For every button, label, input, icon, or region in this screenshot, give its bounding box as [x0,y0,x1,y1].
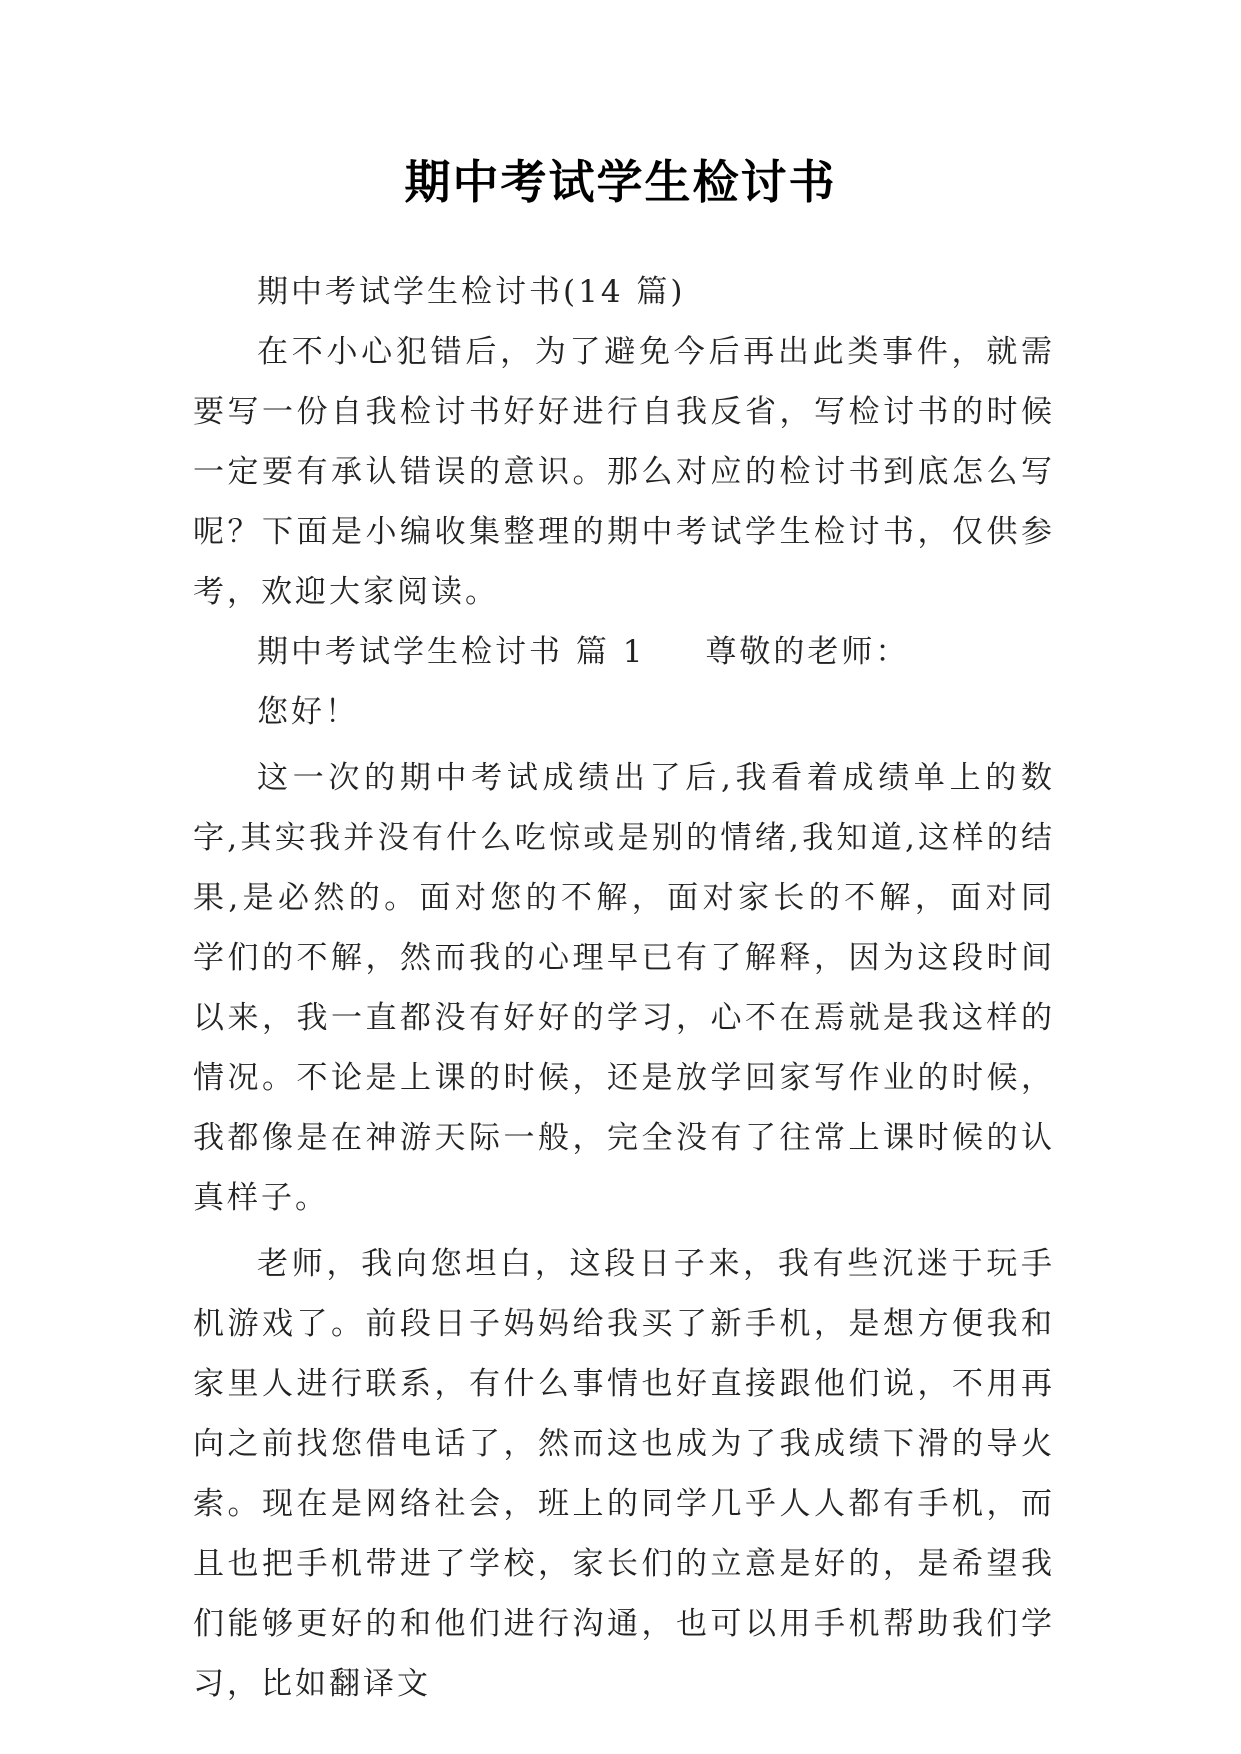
subtitle-paragraph: 期中考试学生检讨书(14 篇) [257,274,686,310]
body-paragraph-1: 这一次的期中考试成绩出了后,我看着成绩单上的数字,其实我并没有什么吃惊或是别的情绪,我知道,这样的结果,是必然的。面对您的不解，面对家长的不解，面对同学们的不解，然而我的心理早已有了解释，因为这段时间以来，我一直都没有好好的学习，心不在焉就是我这样的情况。不论是上课的时候，还是放学回家写作业的时候，我都像是在神游天际一般，完全没有了往常上课时候的认真样子。 [193,760,1055,1216]
body-paragraph-2: 老师，我向您坦白，这段日子来，我有些沉迷于玩手机游戏了。前段日子妈妈给我买了新手机，是想方便我和家里人进行联系，有什么事情也好直接跟他们说，不用再向之前找您借电话了，然而这也成为了我成绩下滑的导火索。现在是网络社会，班上的同学几乎人人都有手机，而且也把手机带进了学校，家长们的立意是好的，是希望我们能够更好的和他们进行沟通，也可以用手机帮助我们学习，比如翻译文 [193,1246,1055,1702]
salutation: 尊敬的老师： [705,634,910,670]
document-body [193,262,1055,1714]
article-heading: 期中考试学生检讨书 篇 1 [257,634,646,670]
article-heading-line [193,622,1055,682]
intro-paragraph: 在不小心犯错后，为了避免今后再出此类事件，就需要写一份自我检讨书好好进行自我反省，写检讨书的时候一定要有承认错误的意识。那么对应的检讨书到底怎么写呢？下面是小编收集整理的期中考试学生检讨书，仅供参考，欢迎大家阅读。 [193,334,1055,610]
document-title: 期中考试学生检讨书 [404,155,837,209]
greeting-paragraph: 您好！ [257,694,359,730]
